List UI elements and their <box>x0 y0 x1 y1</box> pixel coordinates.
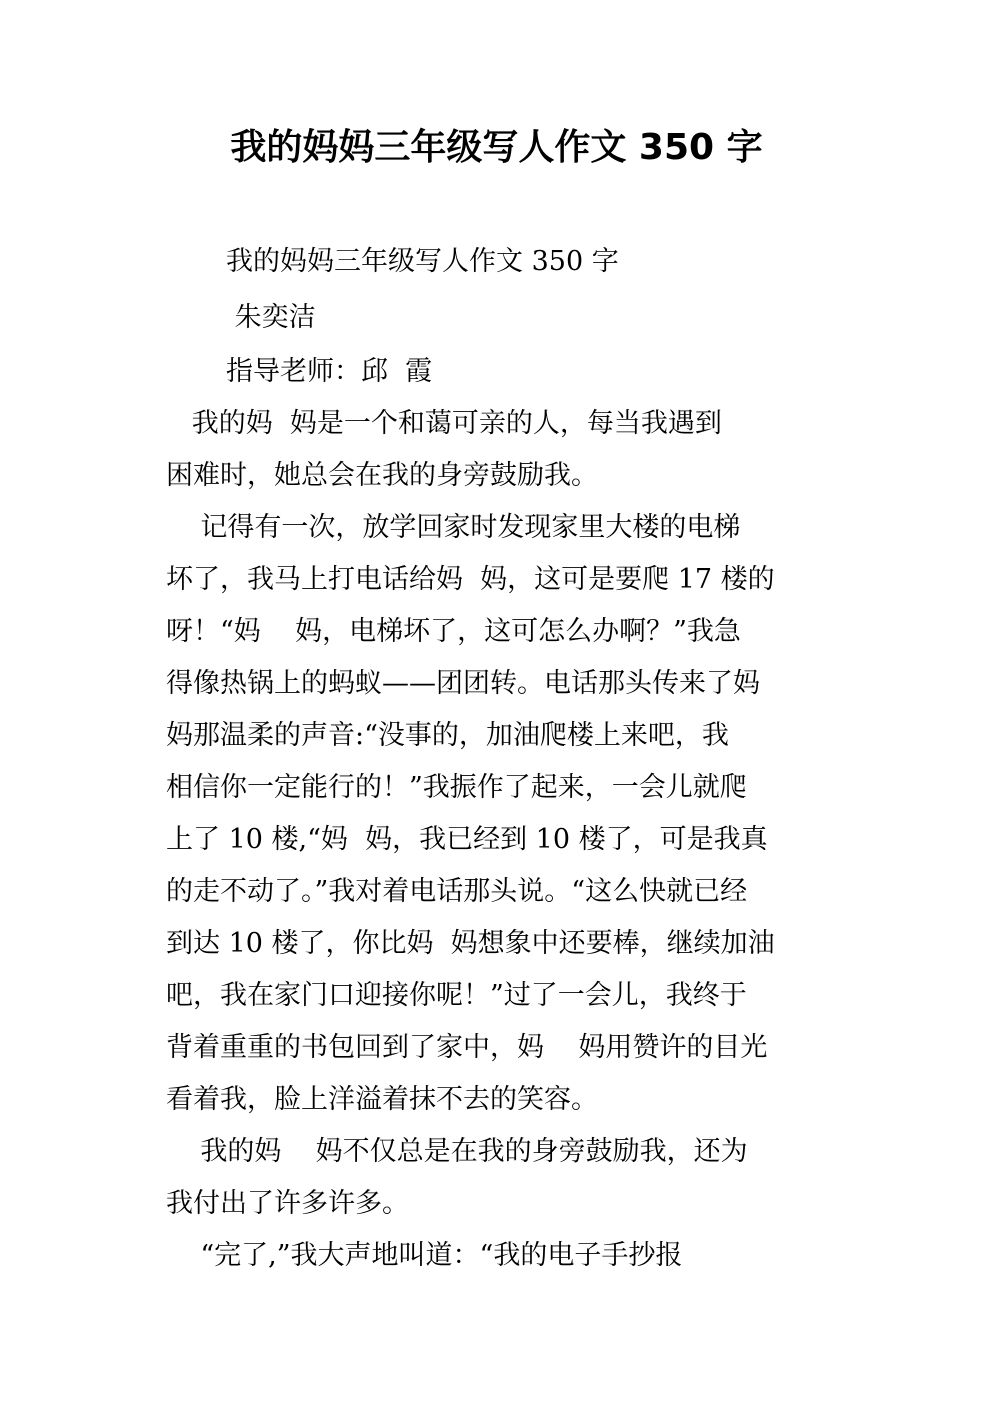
paragraph-line: 妈那温柔的声音:“没事的，加油爬楼上来吧，我 <box>166 720 729 751</box>
paragraph-line: 相信你一定能行的！”我振作了起来，一会儿就爬 <box>166 772 747 803</box>
paragraph-line: 我付出了许多许多。 <box>166 1188 409 1219</box>
page-title: 我的妈妈三年级写人作文 350 字 <box>230 127 763 168</box>
paragraph-line: 记得有一次，放学回家时发现家里大楼的电梯 <box>166 512 741 543</box>
paragraph-line: 到达 10 楼了，你比妈 妈想象中还要棒，继续加油 <box>166 928 775 959</box>
paragraph-line: 背着重重的书包回到了家中，妈 妈用赞许的目光 <box>166 1032 768 1063</box>
teacher-line: 指导老师：邱 霞 <box>226 356 433 387</box>
paragraph-line: 困难时，她总会在我的身旁鼓励我。 <box>166 460 598 491</box>
paragraph-line: 坏了，我马上打电话给妈 妈，这可是要爬 17 楼的 <box>166 564 775 595</box>
essay-subtitle: 我的妈妈三年级写人作文 350 字 <box>226 246 619 277</box>
paragraph-line: 呀！“妈 妈，电梯坏了，这可怎么办啊？”我急 <box>166 616 741 647</box>
paragraph-line: 得像热锅上的蚂蚁——团团转。电话那头传来了妈 <box>166 668 760 699</box>
paragraph-line: 看着我，脸上洋溢着抹不去的笑容。 <box>166 1084 598 1115</box>
paragraph-line: 我的妈 妈是一个和蔼可亲的人，每当我遇到 <box>166 408 722 439</box>
author-name: 朱奕洁 <box>226 302 316 333</box>
paragraph-line: 我的妈 妈不仅总是在我的身旁鼓励我，还为 <box>166 1136 748 1167</box>
paragraph-line: 吧，我在家门口迎接你呢！”过了一会儿，我终于 <box>166 980 747 1011</box>
paragraph-line: “完了,”我大声地叫道：“我的电子手抄报 <box>166 1240 683 1271</box>
paragraph-line: 的走不动了。”我对着电话那头说。“这么快就已经 <box>166 876 748 907</box>
paragraph-line: 上了 10 楼,“妈 妈，我已经到 10 楼了，可是我真 <box>166 824 768 855</box>
